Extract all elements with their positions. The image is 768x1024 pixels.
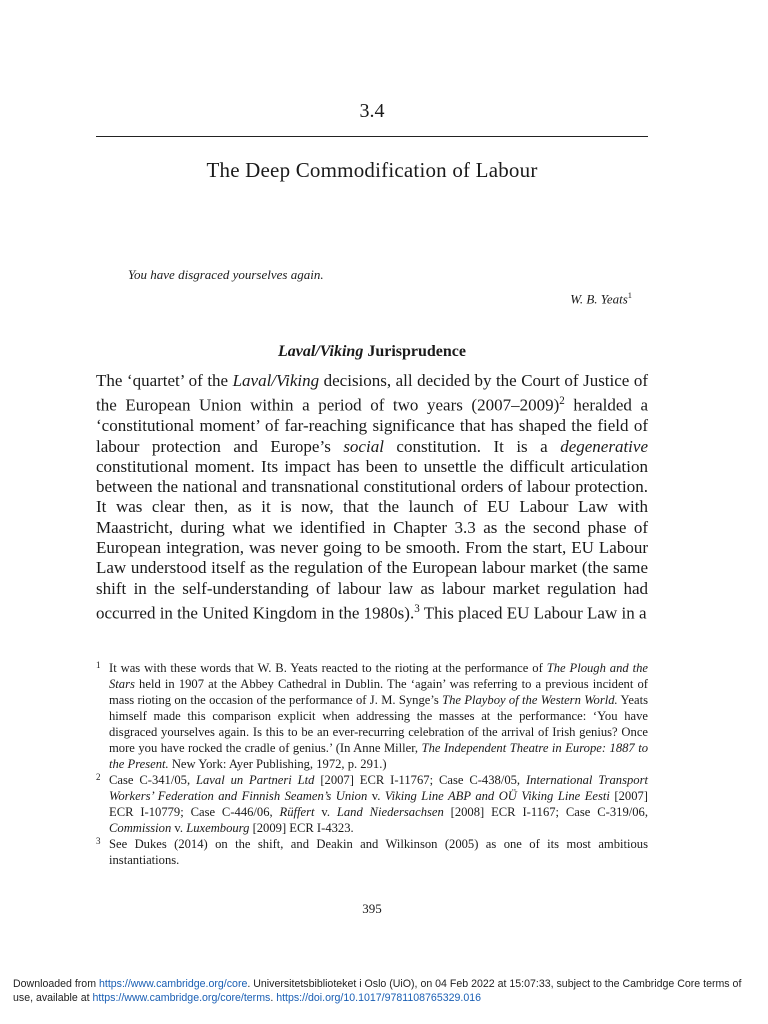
- terms-link[interactable]: https://www.cambridge.org/core/terms: [92, 991, 271, 1004]
- download-text: Downloaded from: [13, 978, 99, 990]
- footnote-mark: 1: [96, 660, 101, 670]
- body-text: heralded a ‘constitutional moment’ of far-reaching significance that has shaped the field of labour protection and Europe’s: [96, 395, 648, 456]
- body-text: constitution. It is a: [383, 436, 561, 456]
- body-italic-social: social: [343, 436, 384, 456]
- footnote-text: New York: Ayer Publishing, 1972, p. 291.): [168, 757, 387, 771]
- footnote-1: [96, 660, 648, 772]
- body-text: decisions, all decided by the Court of Justice of the European Union within a period of two years (2007–2009): [96, 371, 648, 415]
- footnote-mark: 3: [96, 836, 101, 846]
- footnote-italic: Viking Line ABP and OÜ Viking Line Eesti: [384, 789, 610, 803]
- footnote-italic: Rüffert: [279, 805, 315, 819]
- footnote-text: Yeats himself made this comparison explicit when addressing the masses at the performance: ‘You have disgraced yourselves again. Is this to be an ever-recurring celebration of the arrival of Irish genius? Once more you have rocked the cradle of genius.’ (In Anne Miller,: [109, 693, 648, 755]
- footnote-mark: 2: [96, 772, 101, 782]
- footnote-text: [2008] ECR I-1167; Case C-319/06,: [443, 805, 648, 819]
- download-text: . Universitetsbiblioteket i Oslo (UiO), on 04 Feb 2022 at 15:07:33, subject to the Cambridge Core terms of use, available at: [13, 978, 742, 1004]
- footnote-3: [96, 836, 648, 868]
- download-text: .: [270, 991, 277, 1004]
- footnote-italic: Laval un Partneri Ltd: [196, 773, 315, 787]
- footnote-italic: The Plough and the Stars: [109, 661, 648, 691]
- body-text: This placed EU Labour Law in a: [419, 603, 647, 623]
- section-heading: [0, 343, 744, 361]
- footnote-2: [96, 772, 648, 836]
- chapter-number: 3.4: [359, 100, 385, 122]
- doi-link[interactable]: https://doi.org/10.1017/9781108765329.016: [276, 991, 482, 1004]
- footnote-italic: The Independent Theatre in Europe: 1887 to the Present.: [109, 741, 648, 771]
- body-text: The ‘quartet’ of the: [96, 371, 233, 390]
- footnote-text: [2007] ECR I-10779; Case C-446/06,: [109, 789, 648, 819]
- footnote-text: It was with these words that W. B. Yeats reacted to the rioting at the performance of: [109, 661, 547, 675]
- footnote-italic: Luxembourg: [186, 821, 250, 835]
- page-number: 395: [362, 901, 382, 916]
- epigraph-quote: You have disgraced yourselves again.: [128, 267, 324, 282]
- footnote-italic: International Transport Workers’ Federation and Finnish Seamen’s Union: [109, 773, 649, 803]
- section-heading-italic: Laval/Viking: [277, 343, 364, 360]
- section-heading-rest: Jurisprudence: [363, 343, 466, 360]
- body-paragraph: [96, 371, 648, 624]
- footnote-ref-2[interactable]: 2: [559, 395, 565, 408]
- footnote-italic: Land Niedersachsen: [336, 805, 444, 819]
- epigraph-author: W. B. Yeats: [570, 291, 628, 307]
- footnote-ref-1[interactable]: 1: [627, 290, 632, 300]
- footnote-ref-3[interactable]: 3: [414, 602, 420, 615]
- footnote-text: See Dukes (2014) on the shift, and Deakin and Wilkinson (2005) as one of its most ambitious instantiations.: [109, 837, 648, 867]
- footnote-text: [2009] ECR I-4323.: [249, 821, 354, 835]
- chapter-title: The Deep Commodification of Labour: [206, 158, 538, 182]
- body-text: constitutional moment. Its impact has been to unsettle the difficult articulation between the national and transnational constitutional orders of labour protection. It was clear then, as it is now, that the launch of EU Labour Law with Maastricht, during what we identified in Chapter 3.3 as the second phase of European integration, was never going to be smooth. From the start, EU Labour Law understood itself as the regulation of the European labour market (the same shift in the self-understanding of labour law as labour market regulation had occurred in the United Kingdom in the 1980s).: [96, 456, 648, 623]
- footnote-italic: Commission: [109, 821, 172, 835]
- footnote-text: held in 1907 at the Abbey Cathedral in Dublin. The ‘again’ was referring to a previous incident of mass rioting on the occasion of the performance of J. M. Synge’s: [109, 677, 648, 707]
- footnote-text: Case C-341/05,: [109, 773, 196, 787]
- body-italic-case-names: Laval/Viking: [232, 371, 320, 390]
- core-link[interactable]: https://www.cambridge.org/core: [98, 978, 248, 990]
- header-rule: [96, 136, 648, 137]
- download-notice: [13, 978, 755, 1005]
- footnote-text: [2007] ECR I-11767; Case C-438/05,: [314, 773, 526, 787]
- footnote-text: v.: [171, 821, 187, 835]
- footnotes: [96, 660, 648, 868]
- footnote-text: v.: [367, 789, 385, 803]
- epigraph-attribution: [570, 290, 632, 307]
- footnote-text: v.: [314, 805, 337, 819]
- footnote-italic: The Playboy of the Western World.: [442, 693, 618, 707]
- body-italic-degenerative: degenerative: [560, 436, 648, 456]
